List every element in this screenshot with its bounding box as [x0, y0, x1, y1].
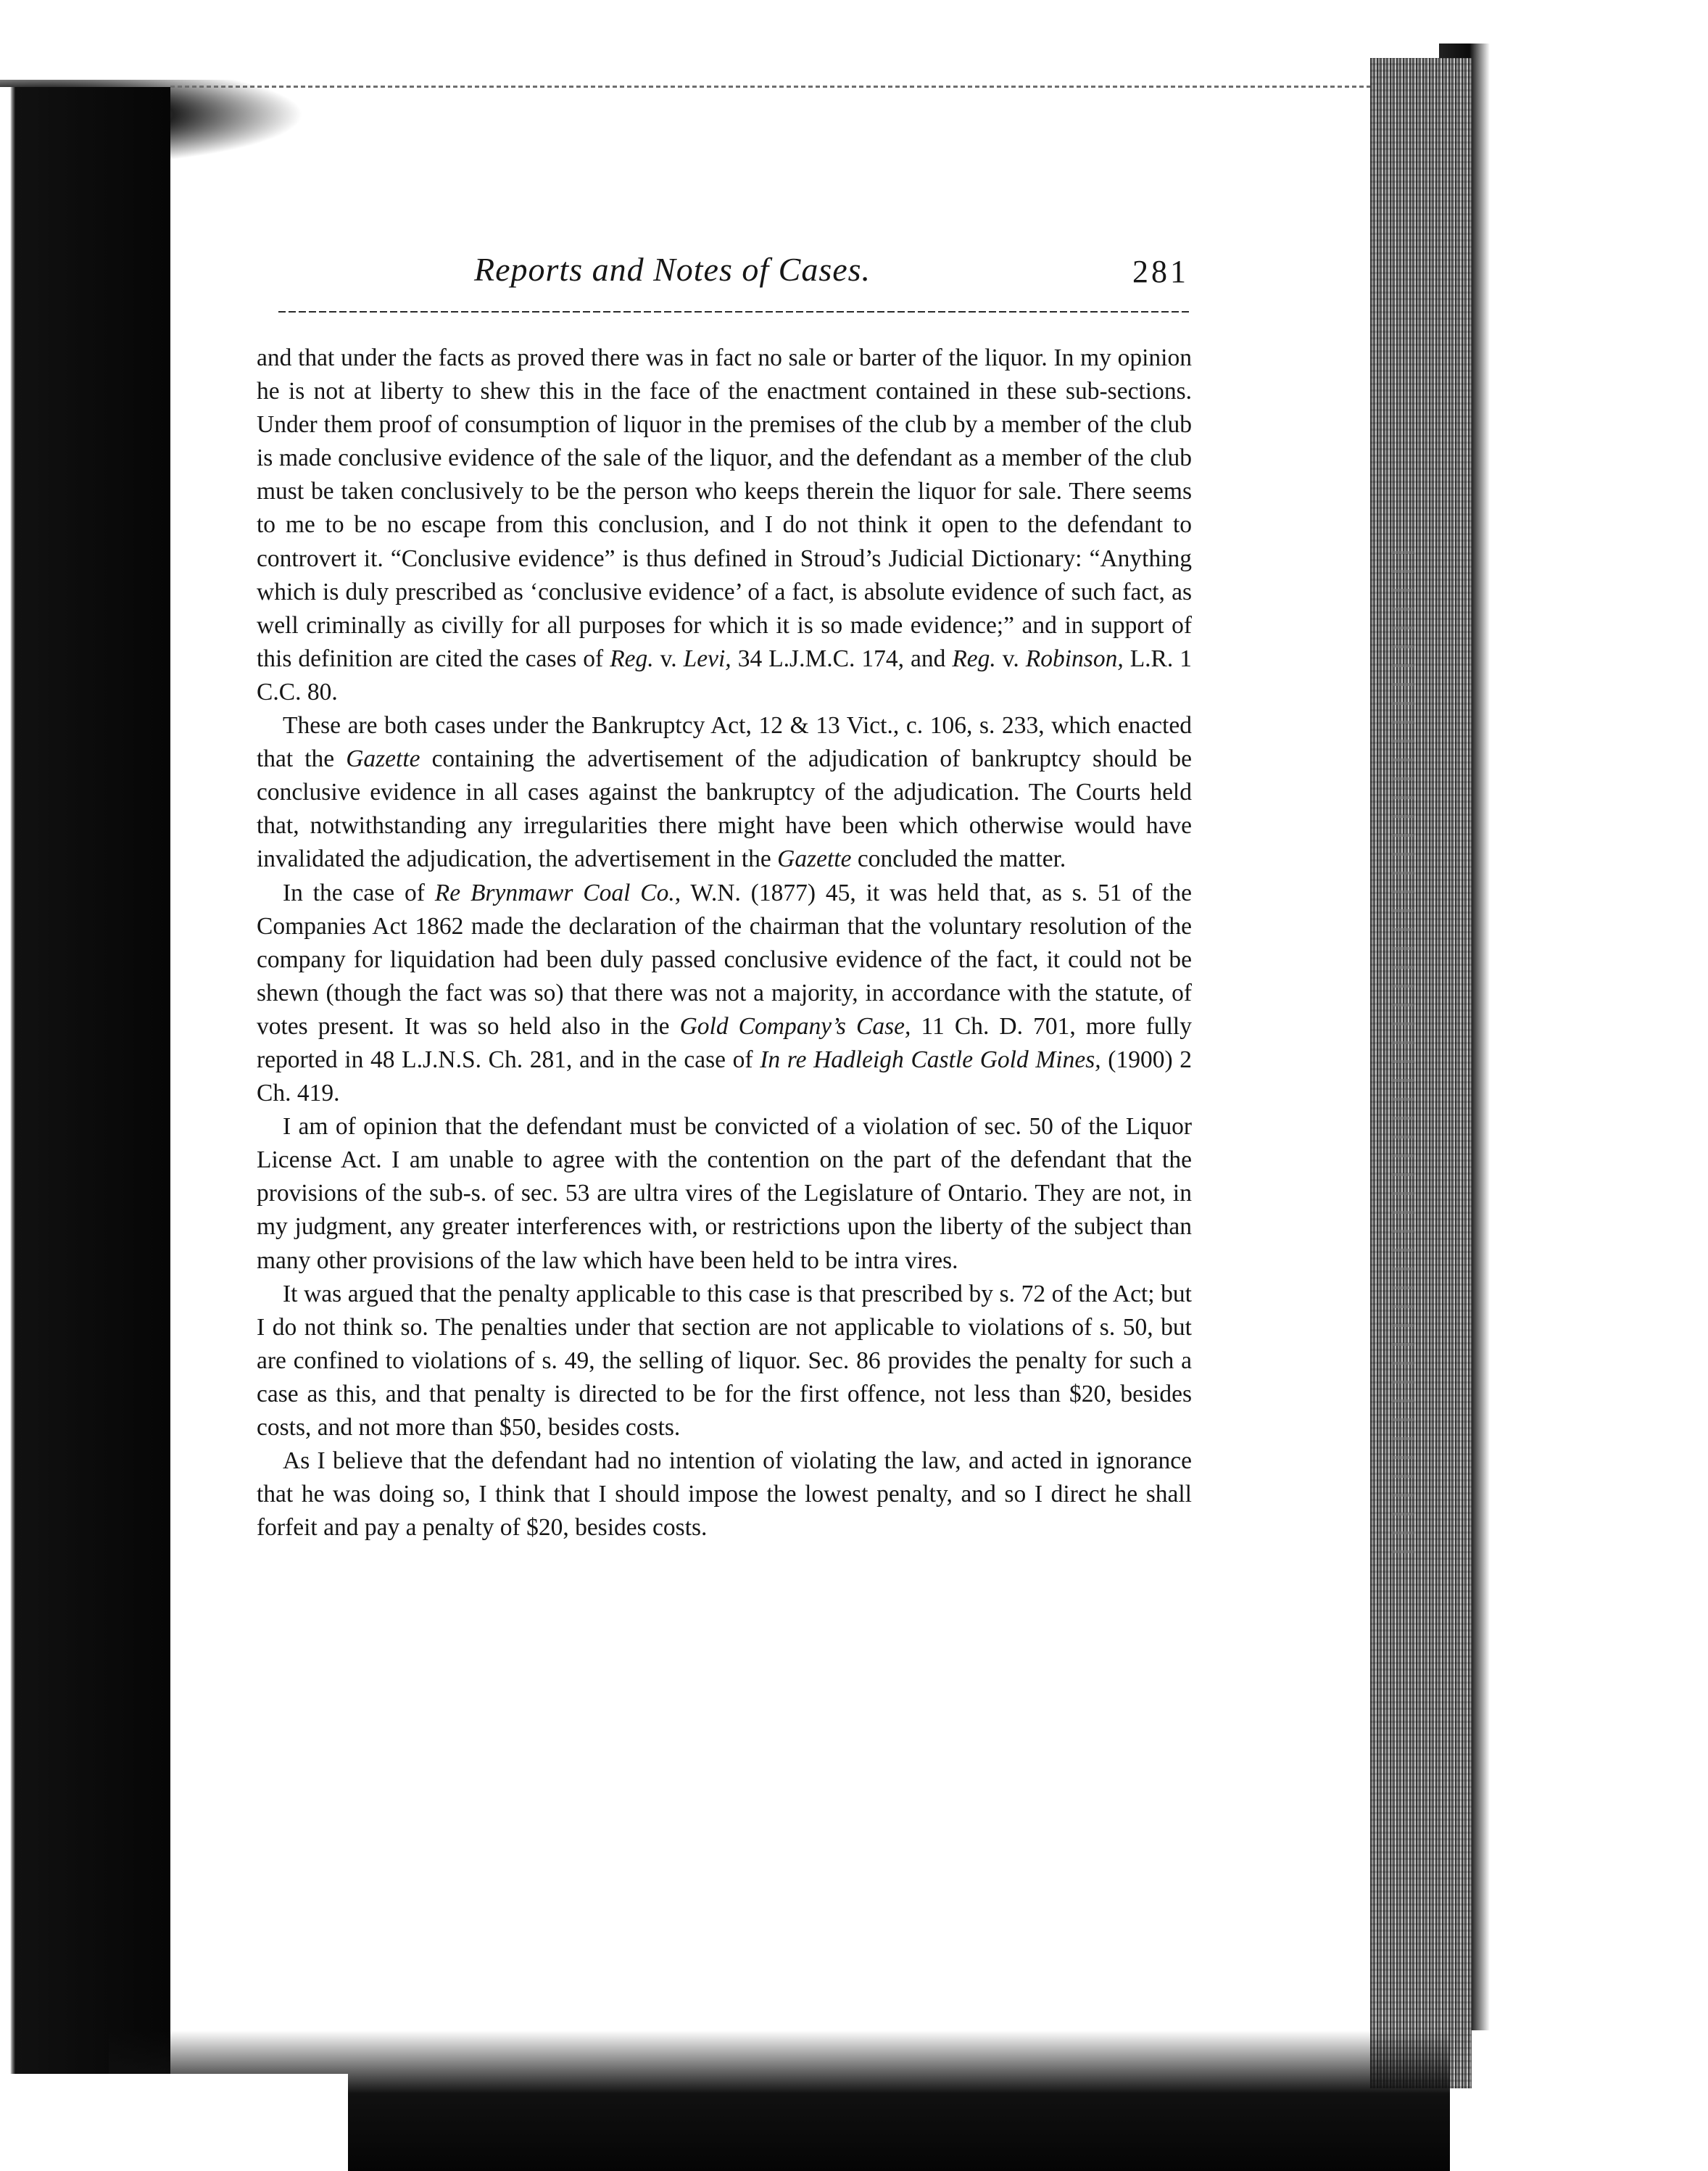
body-text	[257, 342, 1192, 1544]
case-name: Reg.	[610, 645, 654, 672]
page-header	[257, 250, 1192, 301]
scan-page-edges	[1370, 58, 1472, 2088]
publication-name: Gazette	[346, 745, 420, 773]
paragraph-3	[257, 877, 1192, 1111]
text-run: (1900) 2 Ch. 419.	[257, 1046, 1193, 1107]
paragraph-2	[257, 709, 1192, 876]
publication-name: Gazette	[777, 845, 852, 873]
case-name: In re Hadleigh Castle Gold Mines,	[760, 1046, 1101, 1073]
header-rule	[278, 311, 1192, 313]
scan-top-edge	[170, 86, 1374, 88]
scan-left-gutter	[0, 87, 170, 2171]
text-run: containing the advertisement of the adjudication of bankruptcy should be conclusive evidence in all cases against the bankruptcy of the adjudication. The Courts held that, notwithstanding any irregularities there might have been which otherwise would have invalidated the adjudication, the advertisement in the	[257, 745, 1192, 873]
case-name: Levi,	[683, 645, 731, 672]
text-run: and that under the facts as proved there was in fact no sale or barter of the liquor. In my opinion he is not at liberty to shew this in the face of the enactment contained in these sub-sections. Under them proof of consumption of liquor in the premises of the club by a member of the club is made conclusive evidence of the sale of the liquor, and the defendant as a member of the club must be taken conclusively to be the person who keeps therein the liquor for sale. There seems to me to be no escape from this conclusion, and I do not think it open to the defendant to controvert it. “Conclusive evidence” is thus defined in Stroud’s Judicial Dictionary: “Anything which is duly prescribed as ‘conclusive evidence’ of a fact, is absolute evidence of such fact, as well criminally as civilly for all purposes for which it is so made evidence;” and in support of this definition are cited the cases of	[257, 344, 1192, 672]
text-run: L.R. 1 C.C. 80.	[257, 645, 1193, 706]
text-run: concluded the matter.	[851, 845, 1066, 873]
scan-bottom-left	[0, 2074, 348, 2171]
text-run: 34 L.J.M.C. 174, and	[731, 645, 953, 672]
case-name: Robinson,	[1025, 645, 1124, 672]
scan-edge-marks	[1392, 551, 1414, 1566]
page-number: 281	[1132, 254, 1189, 289]
book-page	[257, 250, 1192, 1544]
text-run: v.	[653, 645, 684, 672]
paragraph-4: I am of opinion that the defendant must be convicted of a violation of sec. 50 of the Liquor License Act. I am unable to agree with the contention on the part of the defendant that the provisions of the sub-s. of sec. 53 are ultra vires of the Legislature of Ontario. They are not, in my judgment, any greater interferences with, or restrictions upon the liberty of the subject than many other provisions of the law which have been held to be intra vires.	[257, 1113, 1192, 1274]
paragraph-6: As I believe that the defendant had no intention of violating the law, and acted in ignorance that he was doing so, I think that I should impose the lowest penalty, and so I direct he shall forfeit and pay a penalty of $20, besides costs.	[257, 1447, 1192, 1542]
case-name: Re Brynmawr Coal Co.,	[434, 879, 681, 906]
case-name: Gold Company’s Case,	[679, 1012, 911, 1040]
text-run: These are both cases under the Bankruptcy Act, 12 & 13 Vict., c. 106, s. 233, which enacted that the	[257, 712, 1192, 773]
paragraph-5: It was argued that the penalty applicable to this case is that prescribed by s. 72 of the Act; but I do not think so. The penalties under that section are not applicable to violations of s. 50, but are confined to violations of s. 49, the selling of liquor. Sec. 86 provides the penalty for such a case as this, and that penalty is directed to be for the first offence, not less than $20, besides costs, and not more than $50, besides costs.	[257, 1280, 1192, 1441]
text-run: W.N. (1877) 45, it was held that, as s. 51 of the Companies Act 1862 made the declaration of the chairman that the voluntary resolution of the company for liquidation had been duly passed conclusive evidence of the fact, it could not be shewn (though the fact was so) that there was not a majority, in accordance with the statute, of votes present. It was so held also in the	[257, 879, 1192, 1040]
running-head: Reports and Notes of Cases.	[474, 251, 871, 288]
paragraph-1	[257, 342, 1192, 709]
text-run: 11 Ch. D. 701, more fully reported in 48 L.J.N.S. Ch. 281, and in the case of	[257, 1012, 1192, 1073]
text-run: v.	[995, 645, 1026, 672]
case-name: Reg.	[952, 645, 996, 672]
text-run: In the case of	[283, 879, 435, 906]
